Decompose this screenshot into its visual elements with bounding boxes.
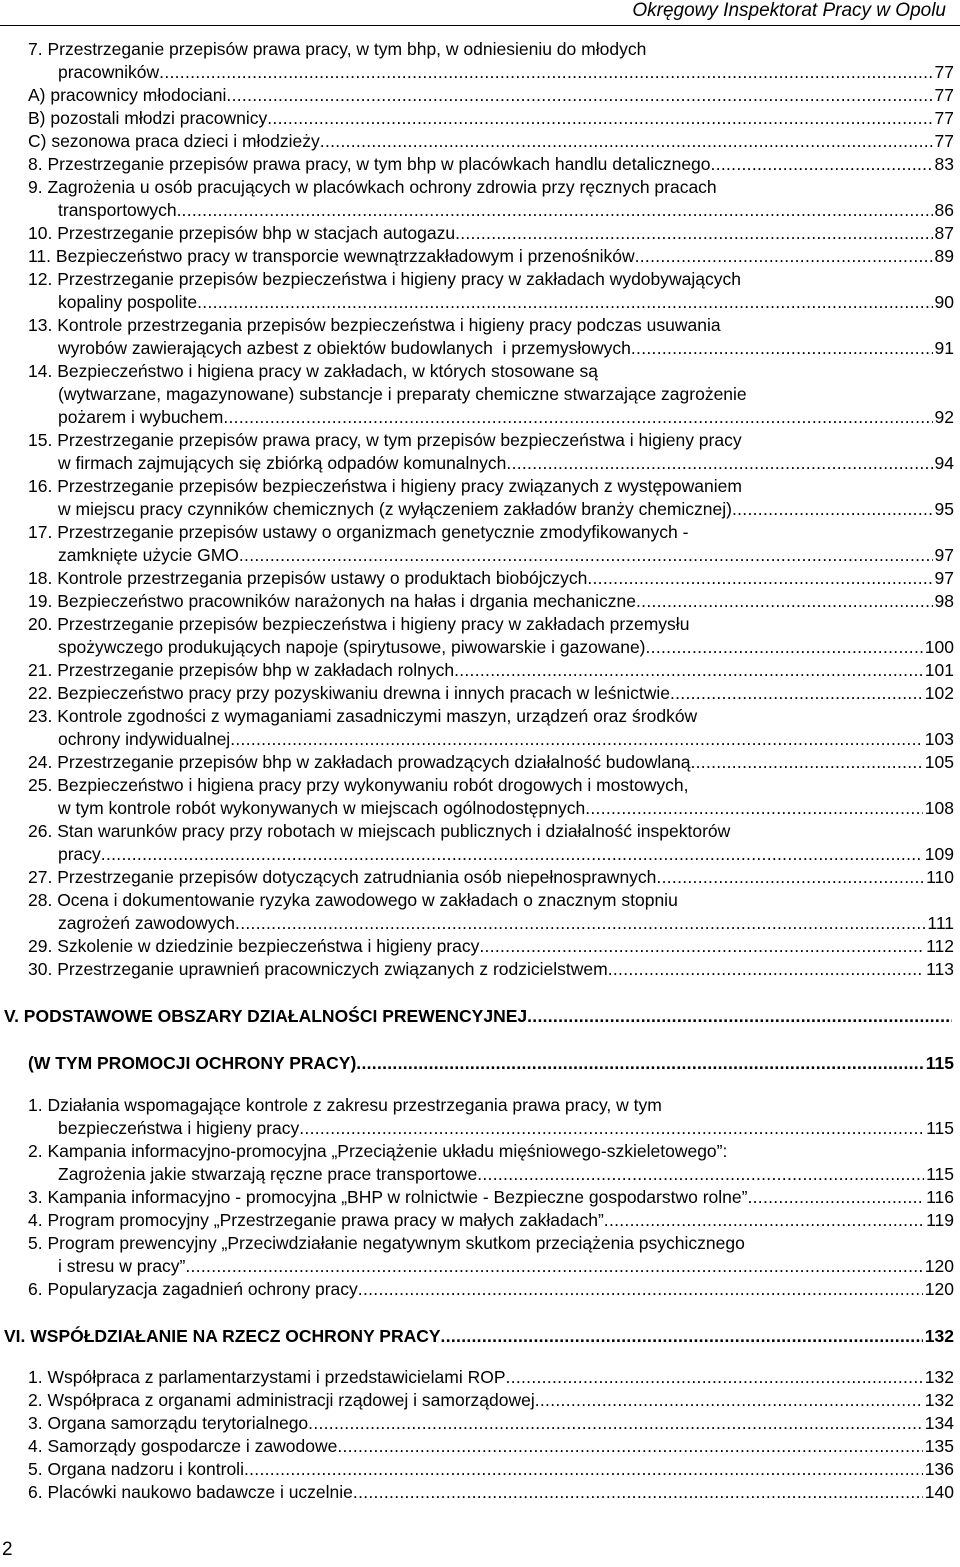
toc-entry[interactable] (28, 429, 954, 452)
toc-entry-title: 10. Przestrzeganie przepisów bhp w stacjach autogazu (28, 223, 456, 243)
dot-leader (226, 84, 932, 107)
dot-leader (711, 153, 933, 176)
dot-leader (358, 1278, 923, 1301)
toc-entry-page: 89 (934, 246, 954, 266)
toc-entry[interactable] (28, 1481, 954, 1504)
toc-entry-title: 14. Bezpieczeństwo i higiena pracy w zakładach, w których stosowane są (28, 361, 599, 381)
dot-leader (182, 199, 933, 222)
toc-entry[interactable] (28, 1389, 954, 1412)
toc-entry[interactable] (58, 406, 954, 429)
dot-leader (604, 1209, 924, 1232)
toc-entry-page: 112 (926, 936, 954, 956)
toc-entry-title: pracy (58, 844, 101, 864)
toc-entry-title: V. PODSTAWOWE OBSZARY DZIAŁALNOŚCI PREWENCYJNEJ (4, 1006, 528, 1026)
toc-entry[interactable] (28, 590, 954, 613)
toc-entry-title: 5. Program prewencyjny „Przeciwdziałanie negatywnym skutkom przeciążenia psychicznego (28, 1233, 745, 1253)
toc-entry[interactable] (28, 774, 954, 797)
toc-entry[interactable] (28, 153, 954, 176)
toc-entry[interactable] (58, 797, 954, 820)
toc-entry-page: 113 (926, 959, 954, 979)
toc-entry[interactable] (28, 1412, 954, 1435)
dot-leader (197, 291, 932, 314)
toc-entry-title: pracowników (58, 62, 160, 82)
toc-entry-title: 28. Ocena i dokumentowanie ryzyka zawodowego w zakładach o znacznym stopniu (28, 890, 678, 910)
toc-entry-page: 115 (926, 1118, 954, 1138)
dot-leader (353, 1481, 923, 1504)
toc-entry-title: A) pracownicy młodociani (28, 85, 227, 105)
toc-entry[interactable] (28, 475, 954, 498)
toc-entry[interactable] (28, 958, 954, 981)
toc-entry-page: 109 (924, 844, 954, 864)
toc-entry-title: 2. Kampania informacyjno-promocyjna „Przeciążenie układu mięśniowego-szkieletowego”: (28, 1141, 728, 1161)
toc-entry-page: 132 (924, 1390, 954, 1410)
toc-entry-page: 115 (925, 1053, 954, 1073)
toc-entry[interactable] (58, 912, 954, 935)
toc-entry-title: 9. Zagrożenia u osób pracujących w placówkach ochrony zdrowia przy ręcznych pracach (28, 177, 717, 197)
toc-entry[interactable] (28, 935, 954, 958)
toc-entry-title: C) sezonowa praca dzieci i młodzieży (28, 131, 320, 151)
toc-entry[interactable] (28, 613, 954, 636)
dot-leader (455, 222, 932, 245)
toc-entry-title: spożywczego produkujących napoje (spirytusowe, piwowarskie i gazowane) (58, 637, 646, 657)
toc-entry[interactable] (28, 682, 954, 705)
toc-entry-page: 95 (934, 499, 954, 519)
toc-entry[interactable] (4, 1005, 954, 1028)
dot-leader (441, 1325, 923, 1348)
toc-entry[interactable] (28, 360, 954, 383)
toc-entry[interactable] (58, 843, 954, 866)
toc-entry-title: 26. Stan warunków pracy przy robotach w miejscach publicznych i działalność inspektorów (28, 821, 731, 841)
toc-entry-title: w tym kontrole robót wykonywanych w miejscach ogólnodostępnych (58, 798, 586, 818)
toc-entry[interactable] (28, 889, 954, 912)
toc-entry-page: 135 (924, 1436, 954, 1456)
toc-entry[interactable] (58, 636, 954, 659)
toc-entry[interactable] (58, 337, 954, 360)
toc-entry-title: (wytwarzane, magazynowane) substancje i preparaty chemiczne stwarzające zagrożenie (58, 384, 747, 404)
toc-entry[interactable] (58, 544, 954, 567)
toc-entry-title: pożarem i wybuchem (58, 407, 224, 427)
toc-entry[interactable] (28, 1278, 954, 1301)
dot-leader (732, 498, 933, 521)
toc-entry-title: w firmach zajmujących się zbiórką odpadów komunalnych (58, 453, 507, 473)
toc-entry[interactable] (28, 107, 954, 130)
toc-entry[interactable] (28, 1094, 954, 1117)
toc-entry-page: 101 (924, 660, 954, 680)
toc-entry-title: 5. Organa nadzoru i kontroli (28, 1459, 244, 1479)
dot-leader (239, 544, 933, 567)
dot-leader (223, 406, 932, 429)
toc-entry-title: 15. Przestrzeganie przepisów prawa pracy, w tym przepisów bezpieczeństwa i higieny pracy (28, 430, 742, 450)
dot-leader (308, 1412, 923, 1435)
toc-entry[interactable] (28, 268, 954, 291)
toc-entry[interactable] (28, 1140, 954, 1163)
toc-entry-title: VI. WSPÓŁDZIAŁANIE NA RZECZ OCHRONY PRACY (4, 1326, 441, 1346)
toc-entry-page: 86 (934, 200, 954, 220)
toc-entry-title: 1. Działania wspomagające kontrole z zakresu przestrzegania prawa pracy, w tym (28, 1095, 662, 1115)
toc-entry-title: 13. Kontrole przestrzegania przepisów bezpieczeństwa i higieny pracy podczas usuwania (28, 315, 721, 335)
dot-leader (356, 1052, 923, 1075)
dot-leader (185, 1255, 922, 1278)
page-number: 2 (2, 1539, 13, 1560)
toc-entry-title: 3. Kampania informacyjno - promocyjna „BHP w rolnictwie - Bezpieczne gospodarstwo rolne” (28, 1187, 748, 1207)
toc-entry[interactable] (28, 1458, 954, 1481)
toc-entry[interactable] (58, 291, 954, 314)
toc-entry-title: Zagrożenia jakie stwarzają ręczne prace transportowe (58, 1164, 478, 1184)
toc-entry-title: w miejscu pracy czynników chemicznych (z wyłączeniem zakładów branży chemicznej) (58, 499, 732, 519)
toc-entry-title: wyrobów zawierających azbest z obiektów budowlanych i przemysłowych (58, 338, 631, 358)
toc-entry[interactable] (28, 521, 954, 544)
toc-entry[interactable] (28, 1209, 954, 1232)
toc-entry-title: 7. Przestrzeganie przepisów prawa pracy, w tym bhp, w odniesieniu do młodych (28, 39, 647, 59)
page-header (0, 0, 960, 26)
toc-entry-page: 102 (924, 683, 954, 703)
toc-entry-page: 94 (934, 453, 954, 473)
toc-entry-page: 97 (934, 545, 954, 565)
toc-entry-page: 120 (924, 1279, 954, 1299)
toc-entry-title: ochrony indywidualnej (58, 729, 231, 749)
toc-entry-page: 97 (934, 568, 954, 588)
toc-entry-title: 24. Przestrzeganie przepisów bhp w zakładach prowadzących działalność budowlaną (28, 752, 691, 772)
toc-entry-title: 18. Kontrole przestrzegania przepisów ustawy o produktach biobójczych (28, 568, 588, 588)
toc-entry[interactable] (28, 314, 954, 337)
toc-entry[interactable] (28, 84, 954, 107)
toc-entry[interactable] (58, 61, 954, 84)
dot-leader (636, 590, 933, 613)
toc-entry-title: 23. Kontrole zgodności z wymaganiami zasadniczymi maszyn, urządzeń oraz środków (28, 706, 698, 726)
toc-entry-page: 83 (934, 154, 954, 174)
toc-entry-title: bezpieczeństwa i higieny pracy (58, 1118, 300, 1138)
toc-entry[interactable] (58, 1163, 954, 1186)
toc-entry-title: 21. Przestrzeganie przepisów bhp w zakładach rolnych (28, 660, 455, 680)
dot-leader (635, 245, 933, 268)
toc-entry-page: 115 (926, 1164, 954, 1184)
toc-entry-page: 134 (924, 1413, 954, 1433)
toc-entry-page: 100 (924, 637, 954, 657)
toc-entry-title: 6. Placówki naukowo badawcze i uczelnie (28, 1482, 353, 1502)
toc-entry-page: 136 (924, 1459, 954, 1479)
toc-entry[interactable] (28, 705, 954, 728)
toc-entry-title: 22. Bezpieczeństwo pracy przy pozyskiwaniu drewna i innych pracach w leśnictwie (28, 683, 670, 703)
dot-leader (631, 337, 933, 360)
toc-entry[interactable] (28, 130, 954, 153)
toc-entry[interactable] (58, 728, 954, 751)
dot-leader (506, 452, 932, 475)
toc-entry-title: zagrożeń zawodowych (58, 913, 236, 933)
toc-entry-page: 132 (924, 1367, 954, 1387)
toc-entry-title: 27. Przestrzeganie przepisów dotyczących zatrudniania osób niepełnosprawnych (28, 867, 657, 887)
toc-entry-title: i stresu w pracy” (58, 1256, 186, 1276)
dot-leader (585, 797, 923, 820)
toc-entry-title: 19. Bezpieczeństwo pracowników narażonych na hałas i drgania mechaniczne (28, 591, 636, 611)
header-title: Okręgowy Inspektorat Pracy w Opolu (632, 0, 946, 21)
toc-entry-page: 119 (926, 1210, 954, 1230)
toc-entry[interactable] (28, 1366, 954, 1389)
toc-entry[interactable] (4, 1325, 954, 1348)
toc-entry-title: 6. Popularyzacja zagadnień ochrony pracy (28, 1279, 358, 1299)
toc-entry[interactable] (58, 199, 954, 222)
dot-leader (670, 682, 923, 705)
dot-leader (587, 567, 932, 590)
toc-entry[interactable] (28, 1435, 954, 1458)
toc-entry-title: 8. Przestrzeganie przepisów prawa pracy, w tym bhp w placówkach handlu detalicznego (28, 154, 711, 174)
toc-entry-title: 1. Współpraca z parlamentarzystami i przedstawicielami ROP (28, 1367, 506, 1387)
toc-entry-page: 92 (934, 407, 954, 427)
toc-entry[interactable] (28, 751, 954, 774)
toc-entry-title: 12. Przestrzeganie przepisów bezpieczeństwa i higieny pracy w zakładach wydobywających (28, 269, 741, 289)
toc-entry-page: 91 (934, 338, 954, 358)
toc-entry-page: 105 (924, 752, 954, 772)
toc-entry-page: 87 (934, 223, 954, 243)
toc-entry-page: 116 (926, 1187, 954, 1207)
toc-entry[interactable] (58, 1117, 954, 1140)
toc-entry[interactable] (28, 38, 954, 61)
toc-entry[interactable] (58, 383, 954, 406)
toc-entry-title: 2. Współpraca z organami administracji rządowej i samorządowej (28, 1390, 535, 1410)
toc-entry-page: 77 (934, 85, 954, 105)
toc-entry-title: transportowych. (58, 200, 182, 220)
dot-leader (747, 1186, 924, 1209)
toc-entry-page: 77 (934, 131, 954, 151)
toc-entry-page: 120 (924, 1256, 954, 1276)
toc-entry-title: 17. Przestrzeganie przepisów ustawy o organizmach genetycznie zmodyfikowanych - (28, 522, 689, 542)
toc-entry-title: B) pozostali młodzi pracownicy (28, 108, 268, 128)
toc-entry-title: 30. Przestrzeganie uprawnień pracowniczych związanych z rodzicielstwem (28, 959, 608, 979)
toc-entry-title: zamknięte użycie GMO (58, 545, 239, 565)
dot-leader (244, 1458, 923, 1481)
toc-entry-page: 110 (926, 867, 954, 887)
toc-entry-page: 132 (924, 1326, 954, 1346)
dot-leader (479, 935, 924, 958)
toc-entry-title: 4. Program promocyjny „Przestrzeganie prawa pracy w małych zakładach” (28, 1210, 604, 1230)
toc-entry[interactable] (58, 498, 954, 521)
dot-leader (454, 659, 923, 682)
toc-entry-page: 77 (934, 108, 954, 128)
dot-leader (320, 130, 933, 153)
toc-entry[interactable] (28, 222, 954, 245)
toc-entry-title: 3. Organa samorządu terytorialnego (28, 1413, 309, 1433)
dot-leader (477, 1163, 924, 1186)
toc-entry[interactable] (28, 659, 954, 682)
toc-entry[interactable] (58, 1255, 954, 1278)
toc-entry[interactable] (28, 866, 954, 889)
toc-entry-page: 140 (924, 1482, 954, 1502)
dot-leader (608, 958, 924, 981)
dot-leader (267, 107, 932, 130)
toc-entry[interactable] (28, 245, 954, 268)
dot-leader (230, 728, 923, 751)
toc-entry-title: 25. Bezpieczeństwo i higiena pracy przy wykonywaniu robót drogowych i mostowych, (28, 775, 689, 795)
toc-entry[interactable] (28, 567, 954, 590)
toc-entry-title: 29. Szkolenie w dziedzinie bezpieczeństwa i higieny pracy (28, 936, 480, 956)
toc-entry[interactable] (28, 820, 954, 843)
toc-entry-title: 20. Przestrzeganie przepisów bezpieczeństwa i higieny pracy w zakładach przemysłu (28, 614, 690, 634)
dot-leader (159, 61, 932, 84)
dot-leader (299, 1117, 924, 1140)
dot-leader (235, 912, 925, 935)
dot-leader (527, 1005, 952, 1028)
toc-entry-page: 98 (934, 591, 954, 611)
toc-entry[interactable] (28, 1232, 954, 1255)
toc-entry[interactable] (58, 452, 954, 475)
toc-entry-title: kopaliny pospolite (58, 292, 198, 312)
toc-entry[interactable] (28, 176, 954, 199)
toc-entry[interactable] (28, 1052, 954, 1075)
toc-entry-page: 111 (927, 913, 954, 933)
toc-entry[interactable] (28, 1186, 954, 1209)
toc-entry-title: 4. Samorządy gospodarcze i zawodowe (28, 1436, 338, 1456)
toc-entry-page: 77 (934, 62, 954, 82)
toc-entry-title: 11. Bezpieczeństwo pracy w transporcie wewnątrzzakładowym i przenośników (28, 246, 635, 266)
dot-leader (506, 1366, 923, 1389)
toc-entry-page: 108 (924, 798, 954, 818)
toc-entry-page: 90 (934, 292, 954, 312)
toc-entry-title: (W TYM PROMOCJI OCHRONY PRACY) (28, 1053, 357, 1073)
toc-entry-page: 103 (924, 729, 954, 749)
dot-leader (690, 751, 922, 774)
dot-leader (646, 636, 923, 659)
toc-entry-title: 16. Przestrzeganie przepisów bezpieczeństwa i higieny pracy związanych z występowaniem (28, 476, 742, 496)
dot-leader (101, 843, 923, 866)
dot-leader (535, 1389, 923, 1412)
dot-leader (337, 1435, 922, 1458)
dot-leader (656, 866, 924, 889)
